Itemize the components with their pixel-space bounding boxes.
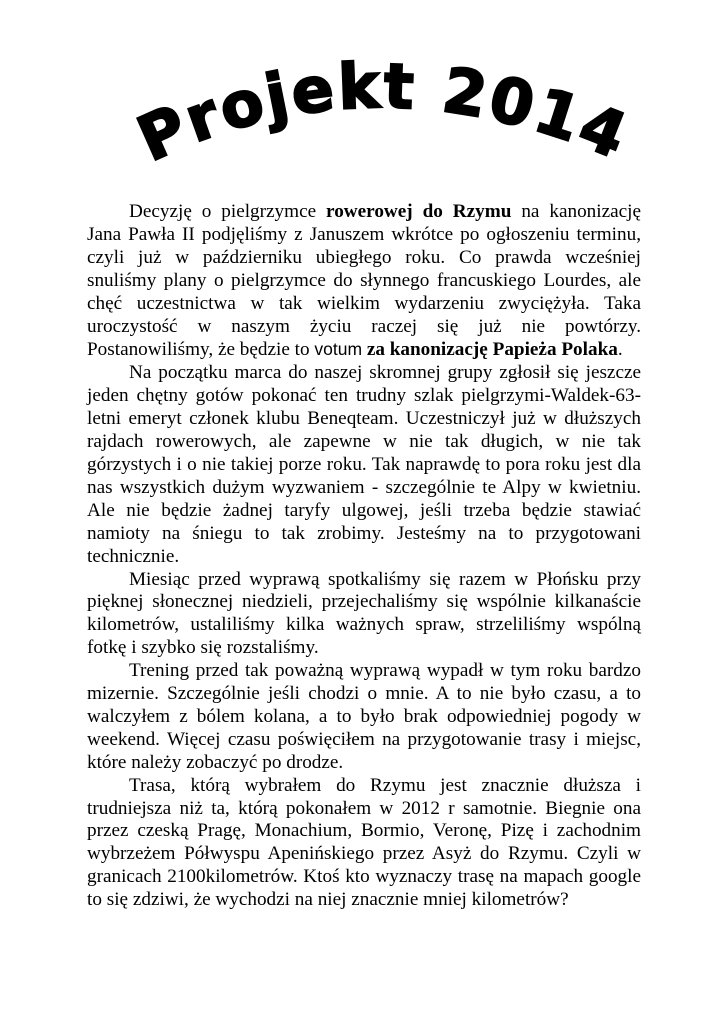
bold-bicycle-to-rome: rowerowej do Rzymu [326,201,512,222]
paragraph-new-member: Na początku marca do naszej skromnej grupy zgłosił się jeszcze jeden chętny gotów pokonać ten trudny szlak pielgrzymi-Waldek-63-letni emeryt członek klubu Beneqteam. Uczestniczył już w dłuższych rajdach rowerowych, ale zapewne w nie tak długich, w nie tak górzystych i o nie takiej porze roku. Tak naprawdę to pora roku jest dla nas wszystkich dużym wyzwaniem - szczególnie te Alpy w kwietniu. Ale nie będzie żadnej taryfy ulgowej, jeśli trzeba będzie stawiać namioty na śniegu to tak zrobimy. Jesteśmy na to przygotowani technicznie. [87,362,641,567]
paragraph-decision-end: . [617,339,623,361]
title-textpath: Projekt 2014 [126,49,639,176]
paragraph-route: Trasa, którą wybrałem do Rzymu jest znacznie dłuższa i trudniejsza niż ta, którą pokonałem w 2012 r samotnie. Biegnie ona przez czeską Pragę, Monachium, Bormio, Veronę, Pizę i zachodnim wybrzeżem Półwyspu Apenińskiego przez Asyż do Rzymu. Czyli w granicach 2100kilometrów. Ktoś kto wyznaczy trasę na mapach google to się zdziwi, że wychodzi na niej znacznie mniej kilometrów? [87,774,641,911]
paragraph-meeting: Miesiąc przed wyprawą spotkaliśmy się razem w Płońsku przy pięknej słonecznej niedzieli, przejechaliśmy się wspólnie kilkanaście kilometrów, ustaliliśmy kilka ważnych spraw, strzeliliśmy wspólną fotkę i szybko się rozstaliśmy. [87,568,641,659]
page-title [0,0,725,200]
title-text [127,49,639,176]
paragraph-decision-text-2: na kanonizację Jana Pawła II podjęliśmy z Januszem wkrótce po ogłoszeniu terminu, czyli już w październiku ubiegłego roku. Co prawda wcześniej snuliśmy plany o pielgrzymce do słynnego francuskiego Lourdes, ale chęć uczestnictwa w tak wielkim wydarzeniu zwyciężyła. Taka uroczystość w naszym życiu raczej się już nie powtórzy. Postanowiliśmy, że będzie to [87,201,641,361]
paragraph-training: Trening przed tak poważną wyprawą wypadł w tym roku bardzo mizernie. Szczególnie jeśli chodzi o mnie. A to nie było czasu, a to walczyłem z bólem kolana, a to było brak odpowiedniej pogody w weekend. Więcej czasu poświęciłem na przygotowanie trasy i miejsc, które należy zobaczyć po drodze. [87,660,641,773]
bold-canonization-pope: za kanonizację Papieża Polaka [362,339,618,361]
paragraph-decision [87,201,641,362]
document-body [87,201,641,912]
paragraph-decision-text-1: Decyzję o pielgrzymce [129,201,327,222]
votum-word: votum [314,339,363,360]
